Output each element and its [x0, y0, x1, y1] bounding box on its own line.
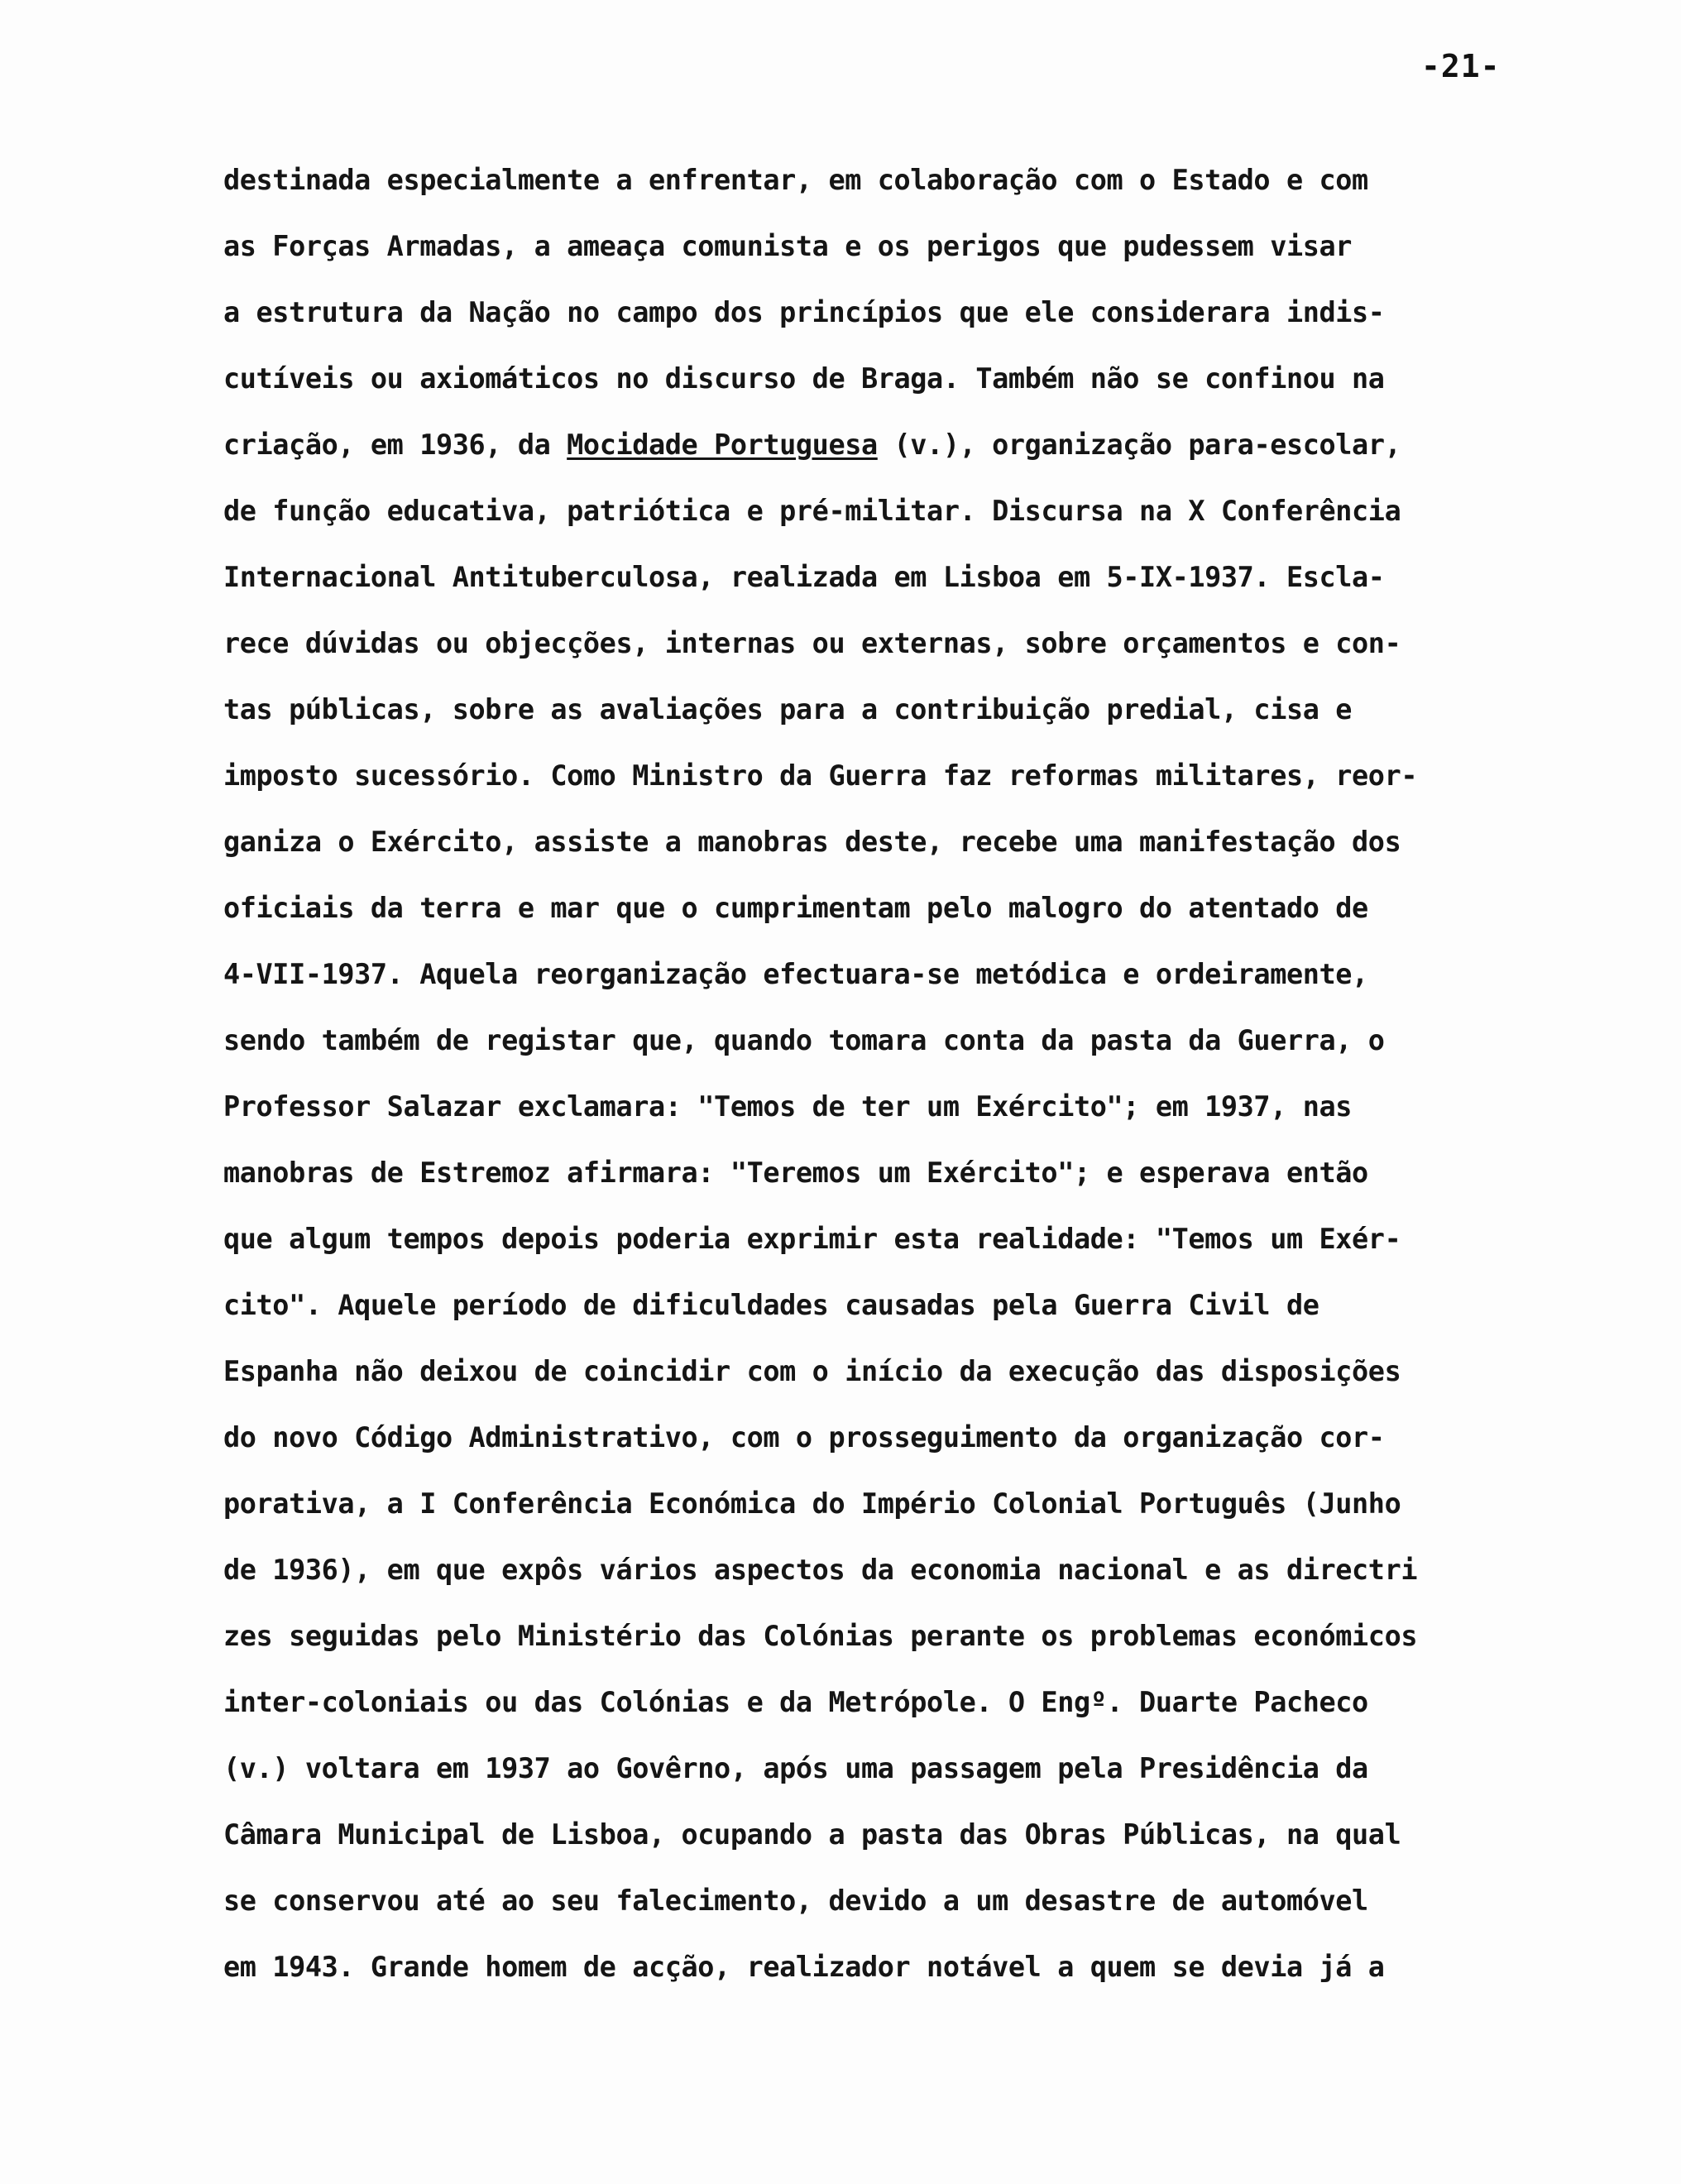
- text-line-18: cito". Aquele período de dificuldades causadas pela Guerra Civil de: [223, 1289, 1319, 1321]
- text-line-27: se conservou até ao seu falecimento, devido a um desastre de automóvel: [223, 1885, 1368, 1917]
- text-line-20: do novo Código Administrativo, com o prosseguimento da organização cor-: [223, 1421, 1385, 1454]
- text-line-22: de 1936), em que expôs vários aspectos da economia nacional e as directri: [223, 1554, 1418, 1586]
- text-line-28: em 1943. Grande homem de acção, realizador notável a quem se devia já a: [223, 1951, 1385, 1983]
- text-line-12: oficiais da terra e mar que o cumprimentam pelo malogro do atentado de: [223, 892, 1368, 924]
- text-line-13: 4-VII-1937. Aquela reorganização efectuara-se metódica e ordeiramente,: [223, 958, 1368, 990]
- text-line-8: rece dúvidas ou objecções, internas ou externas, sobre orçamentos e con-: [223, 627, 1401, 659]
- text-line-16: manobras de Estremoz afirmara: "Teremos um Exército"; e esperava então: [223, 1157, 1368, 1189]
- text-line-15: Professor Salazar exclamara: "Temos de ter um Exército"; em 1937, nas: [223, 1090, 1353, 1123]
- text-line-17: que algum tempos depois poderia exprimir esta realidade: "Temos um Exér-: [223, 1223, 1401, 1255]
- text-line-10: imposto sucessório. Como Ministro da Guerra faz reformas militares, reor-: [223, 759, 1418, 792]
- text-line-2: as Forças Armadas, a ameaça comunista e os perigos que pudessem visar: [223, 230, 1353, 262]
- text-line-5-start: criação, em 1936, da: [223, 429, 568, 461]
- underlined-term: Mocidade Portuguesa: [567, 429, 878, 461]
- text-line-24: inter-coloniais ou das Colónias e da Metrópole. O Engº. Duarte Pacheco: [223, 1686, 1368, 1718]
- text-line-3: a estrutura da Nação no campo dos princípios que ele considerara indis-: [223, 296, 1385, 328]
- body-text: [223, 147, 1663, 2000]
- text-line-6: de função educativa, patriótica e pré-militar. Discursa na X Conferência: [223, 495, 1401, 527]
- text-line-7: Internacional Antituberculosa, realizada em Lisboa em 5-IX-1937. Escla-: [223, 561, 1385, 593]
- page-number: -21-: [1421, 48, 1501, 84]
- text-line-5-end: (v.), organização para-escolar,: [877, 429, 1401, 461]
- text-line-25: (v.) voltara em 1937 ao Govêrno, após uma passagem pela Presidência da: [223, 1752, 1368, 1784]
- text-line-21: porativa, a I Conferência Económica do Império Colonial Português (Junho: [223, 1487, 1401, 1520]
- text-line-19: Espanha não deixou de coincidir com o início da execução das disposições: [223, 1355, 1401, 1387]
- text-line-4: cutíveis ou axiomáticos no discurso de Braga. Também não se confinou na: [223, 362, 1385, 395]
- text-line-11: ganiza o Exército, assiste a manobras deste, recebe uma manifestação dos: [223, 826, 1401, 858]
- text-line-9: tas públicas, sobre as avaliações para a contribuição predial, cisa e: [223, 693, 1353, 726]
- text-line-1: destinada especialmente a enfrentar, em colaboração com o Estado e com: [223, 164, 1368, 196]
- text-line-5: [223, 412, 1663, 478]
- text-line-14: sendo também de registar que, quando tomara conta da pasta da Guerra, o: [223, 1024, 1385, 1056]
- text-line-23: zes seguidas pelo Ministério das Colónias perante os problemas económicos: [223, 1620, 1418, 1652]
- text-line-26: Câmara Municipal de Lisboa, ocupando a pasta das Obras Públicas, na qual: [223, 1818, 1401, 1851]
